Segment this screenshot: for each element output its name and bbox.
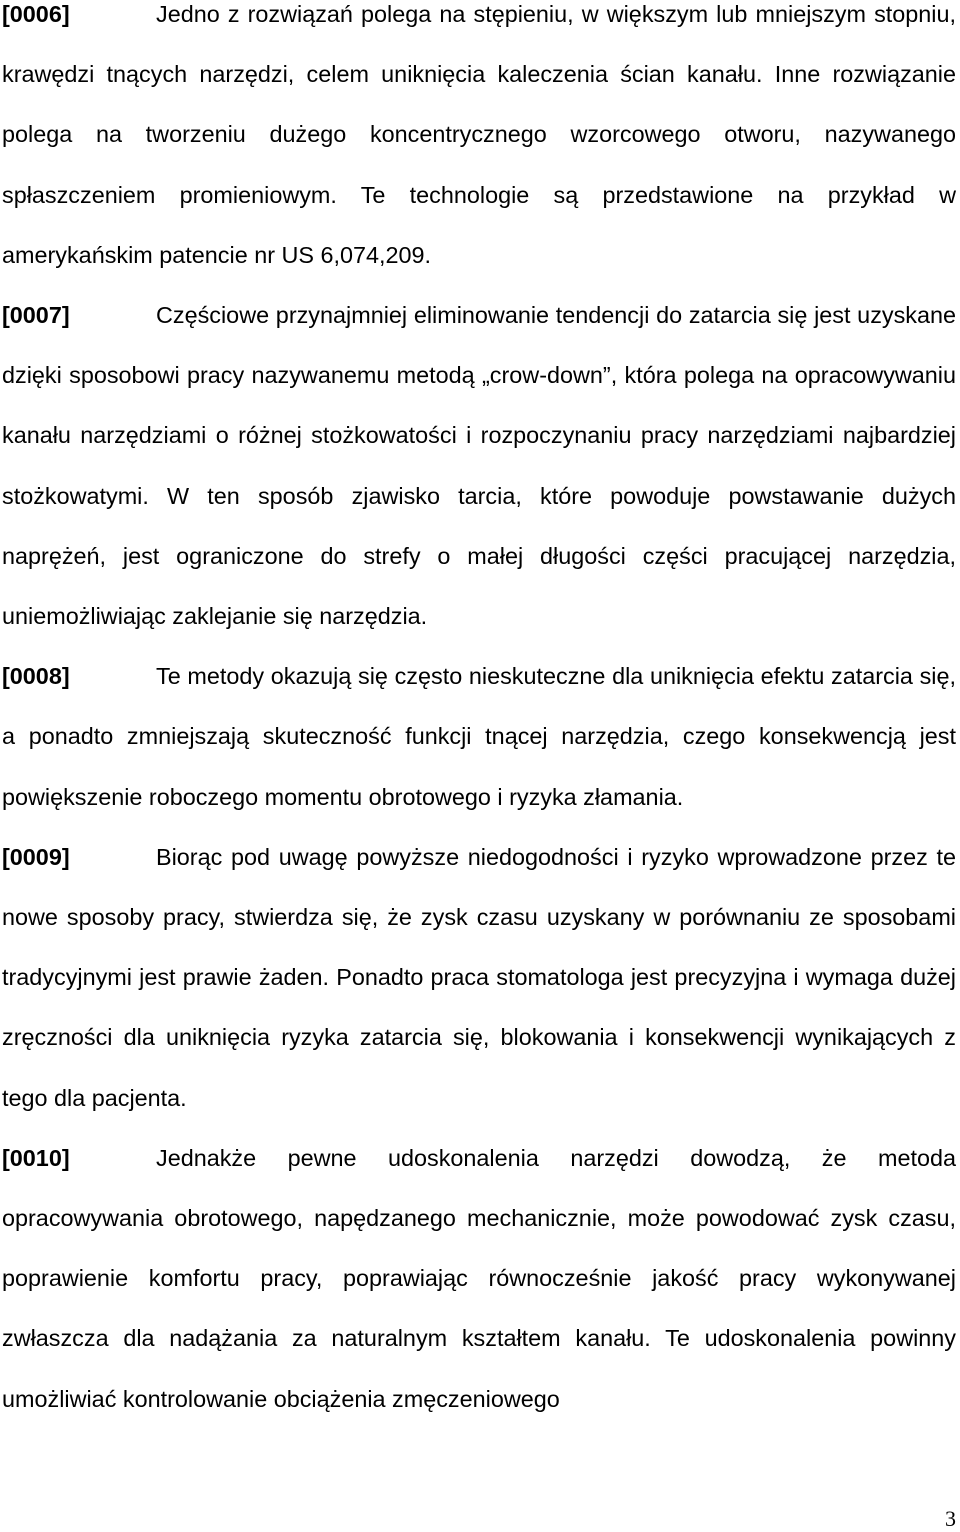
paragraph-0010 [2, 1128, 956, 1429]
paragraph-0008 [2, 646, 956, 827]
paragraph-text: Biorąc pod uwagę powyższe niedogodności i ryzyko wprowadzone przez te nowe sposoby pracy, stwierdza się, że zysk czasu uzyskany w porównaniu ze sposobami tradycyjnymi jest prawie żaden. Ponadto praca stomatologa jest precyzyjna i wymaga dużej zręczności dla uniknięcia ryzyka zatarcia się, blokowania i konsekwencji wynikających z tego dla pacjenta. [2, 843, 956, 1111]
paragraph-number: [0009] [2, 843, 70, 870]
paragraph-text: Jedno z rozwiązań polega na stępieniu, w większym lub mniejszym stopniu, krawędzi tnących narzędzi, celem uniknięcia kaleczenia ścian kanału. Inne rozwiązanie polega na tworzeniu dużego koncentrycznego wzorcowego otworu, nazywanego spłaszczeniem promieniowym. Te technologie są przedstawione na przykład w amerykańskim patencie nr US 6,074,209. [2, 1, 956, 268]
paragraph-number: [0006] [2, 1, 70, 27]
paragraph-0007 [2, 285, 956, 646]
paragraph-text: Częściowe przynajmniej eliminowanie tendencji do zatarcia się jest uzyskane dzięki sposobowi pracy nazywanemu metodą „crow-down”, która polega na opracowywaniu kanału narzędziami o różnej stożkowatości i rozpoczynaniu pracy narzędziami najbardziej stożkowatymi. W ten sposób zjawisko tarcia, które powoduje powstawanie dużych naprężeń, jest ograniczone do strefy o małej długości części pracującej narzędzia, uniemożliwiając zaklejanie się narzędzia. [2, 302, 956, 630]
page-number: 3 [945, 1506, 956, 1531]
paragraph-number: [0007] [2, 302, 70, 329]
paragraph-number: [0008] [2, 663, 70, 690]
paragraph-text: Te metody okazują się często nieskuteczne dla uniknięcia efektu zatarcia się, a ponadto zmniejszają skuteczność funkcji tnącej narzędzia, czego konsekwencją jest powiększenie roboczego momentu obrotowego i ryzyka złamania. [2, 663, 956, 810]
paragraph-number: [0010] [2, 1144, 70, 1171]
paragraph-0009 [2, 827, 956, 1128]
paragraph-0006 [2, 0, 956, 285]
paragraph-text: Jednakże pewne udoskonalenia narzędzi dowodzą, że metoda opracowywania obrotowego, napędzanego mechanicznie, może powodować zysk czasu, poprawienie komfortu pracy, poprawiając równocześnie jakość pracy wykonywanej zwłaszcza dla nadążania za naturalnym kształtem kanału. Te udoskonalenia powinny umożliwiać kontrolowanie obciążenia zmęczeniowego [2, 1144, 956, 1412]
document-page [2, 0, 956, 1429]
